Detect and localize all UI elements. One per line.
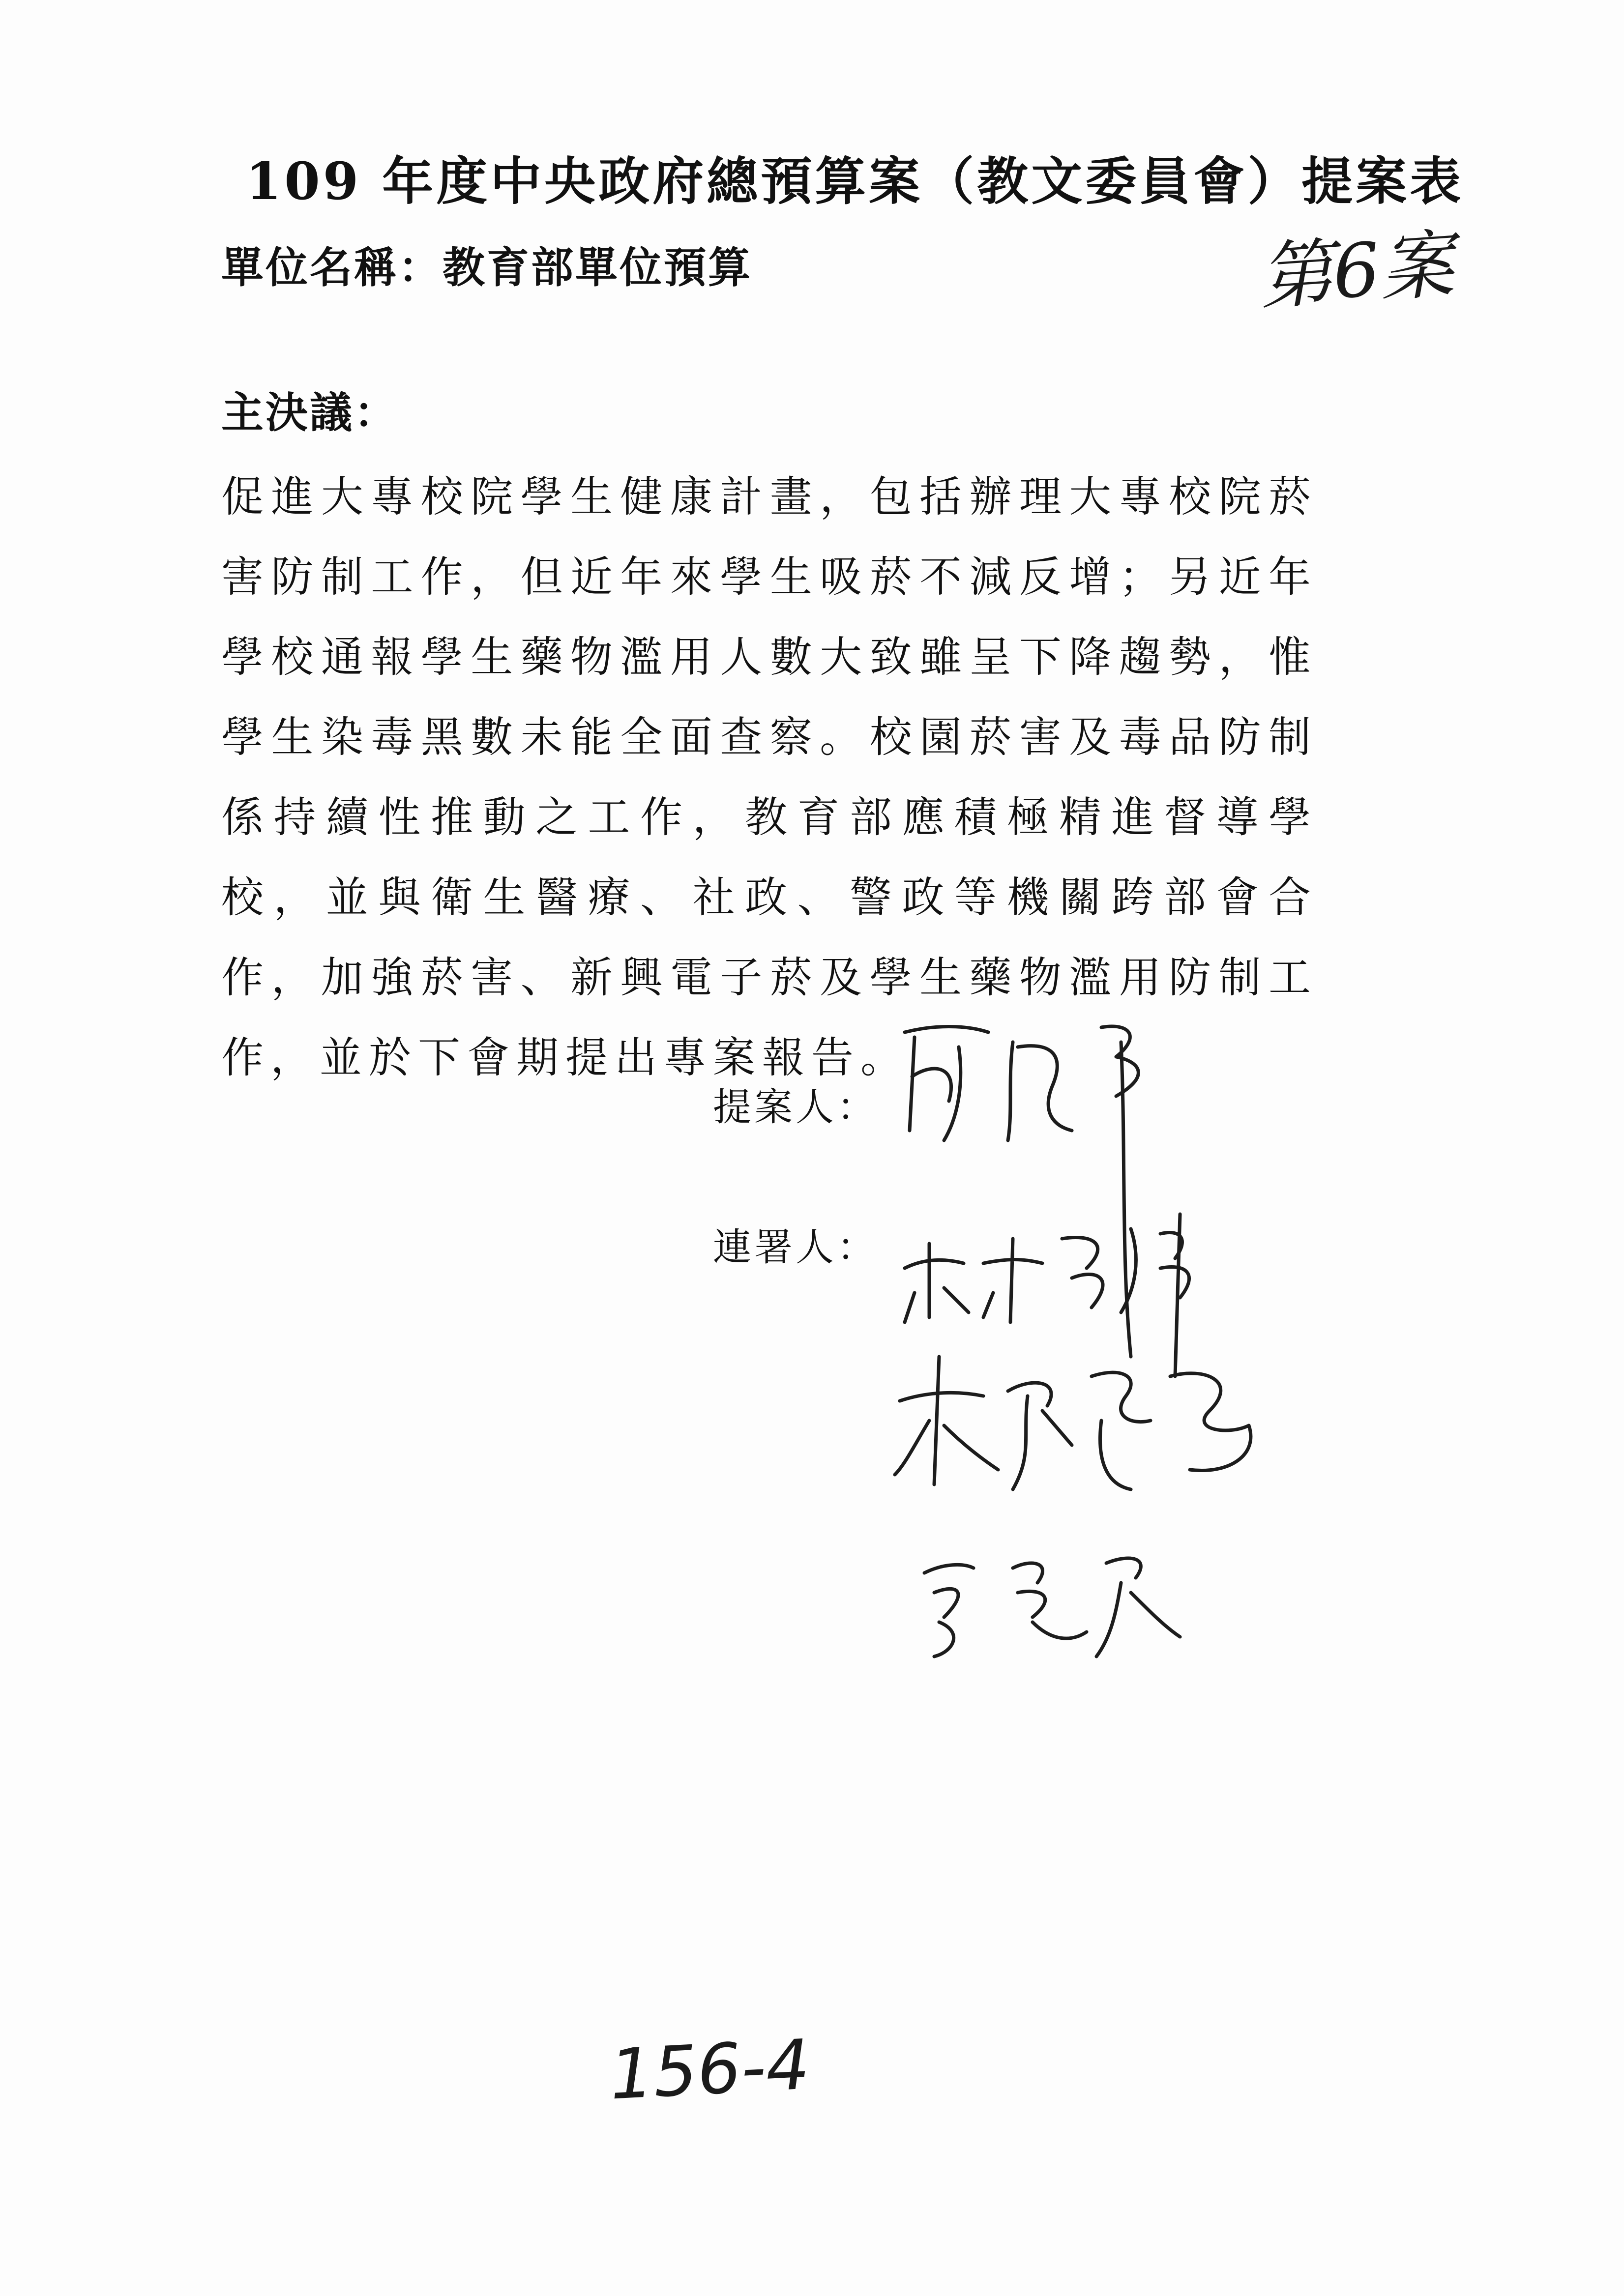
proposer-signature-stroke	[1101, 1026, 1138, 1357]
cosigner-signature-stroke	[1008, 1383, 1072, 1489]
cosigner-signature-stroke	[1092, 1372, 1151, 1489]
cosigner-signature-stroke	[1096, 1558, 1180, 1657]
handwritten-page-number: 156-4	[608, 2025, 812, 2116]
cosigner-signature-stroke	[924, 1565, 974, 1657]
resolution-heading: 主決議：	[221, 388, 398, 437]
handwritten-signatures	[885, 1003, 1303, 1701]
cosigner-signature-stroke	[1013, 1563, 1087, 1638]
unit-name-line: 單位名稱：教育部單位預算	[221, 243, 752, 292]
cosigner-signature-stroke	[905, 1244, 969, 1322]
cosigner-signature-stroke	[895, 1357, 998, 1484]
proposer-signature-stroke	[905, 1026, 988, 1140]
cosigner-signature-stroke	[983, 1239, 1042, 1322]
cosigner-signature-stroke	[1170, 1373, 1251, 1471]
resolution-body: 促進大專校院學生健康計畫，包括辦理大專校院菸害防制工作，但近年來學生吸菸不減反增；另近年學校通報學生藥物濫用人數大致雖呈下降趨勢，惟學生染毒黑數未能全面查察。校園菸害及毒品防制係持續性推動之工作，教育部應積極精進督導學校，並與衛生醫療、社政、警政等機關跨部會合作，加強菸害、新興電子菸及學生藥物濫用防制工作，並於下會期提出專案報告。	[221, 472, 1318, 1082]
cosigner-signature-stroke	[1160, 1214, 1189, 1376]
proposer-label: 提案人：	[713, 1085, 879, 1130]
handwritten-case-number: 第6案	[1256, 222, 1457, 321]
cosigner-label: 連署人：	[713, 1225, 879, 1270]
proposer-signature-stroke	[1008, 1042, 1072, 1140]
document-title: 109 年度中央政府總預算案（教文委員會）提案表	[246, 151, 1464, 211]
